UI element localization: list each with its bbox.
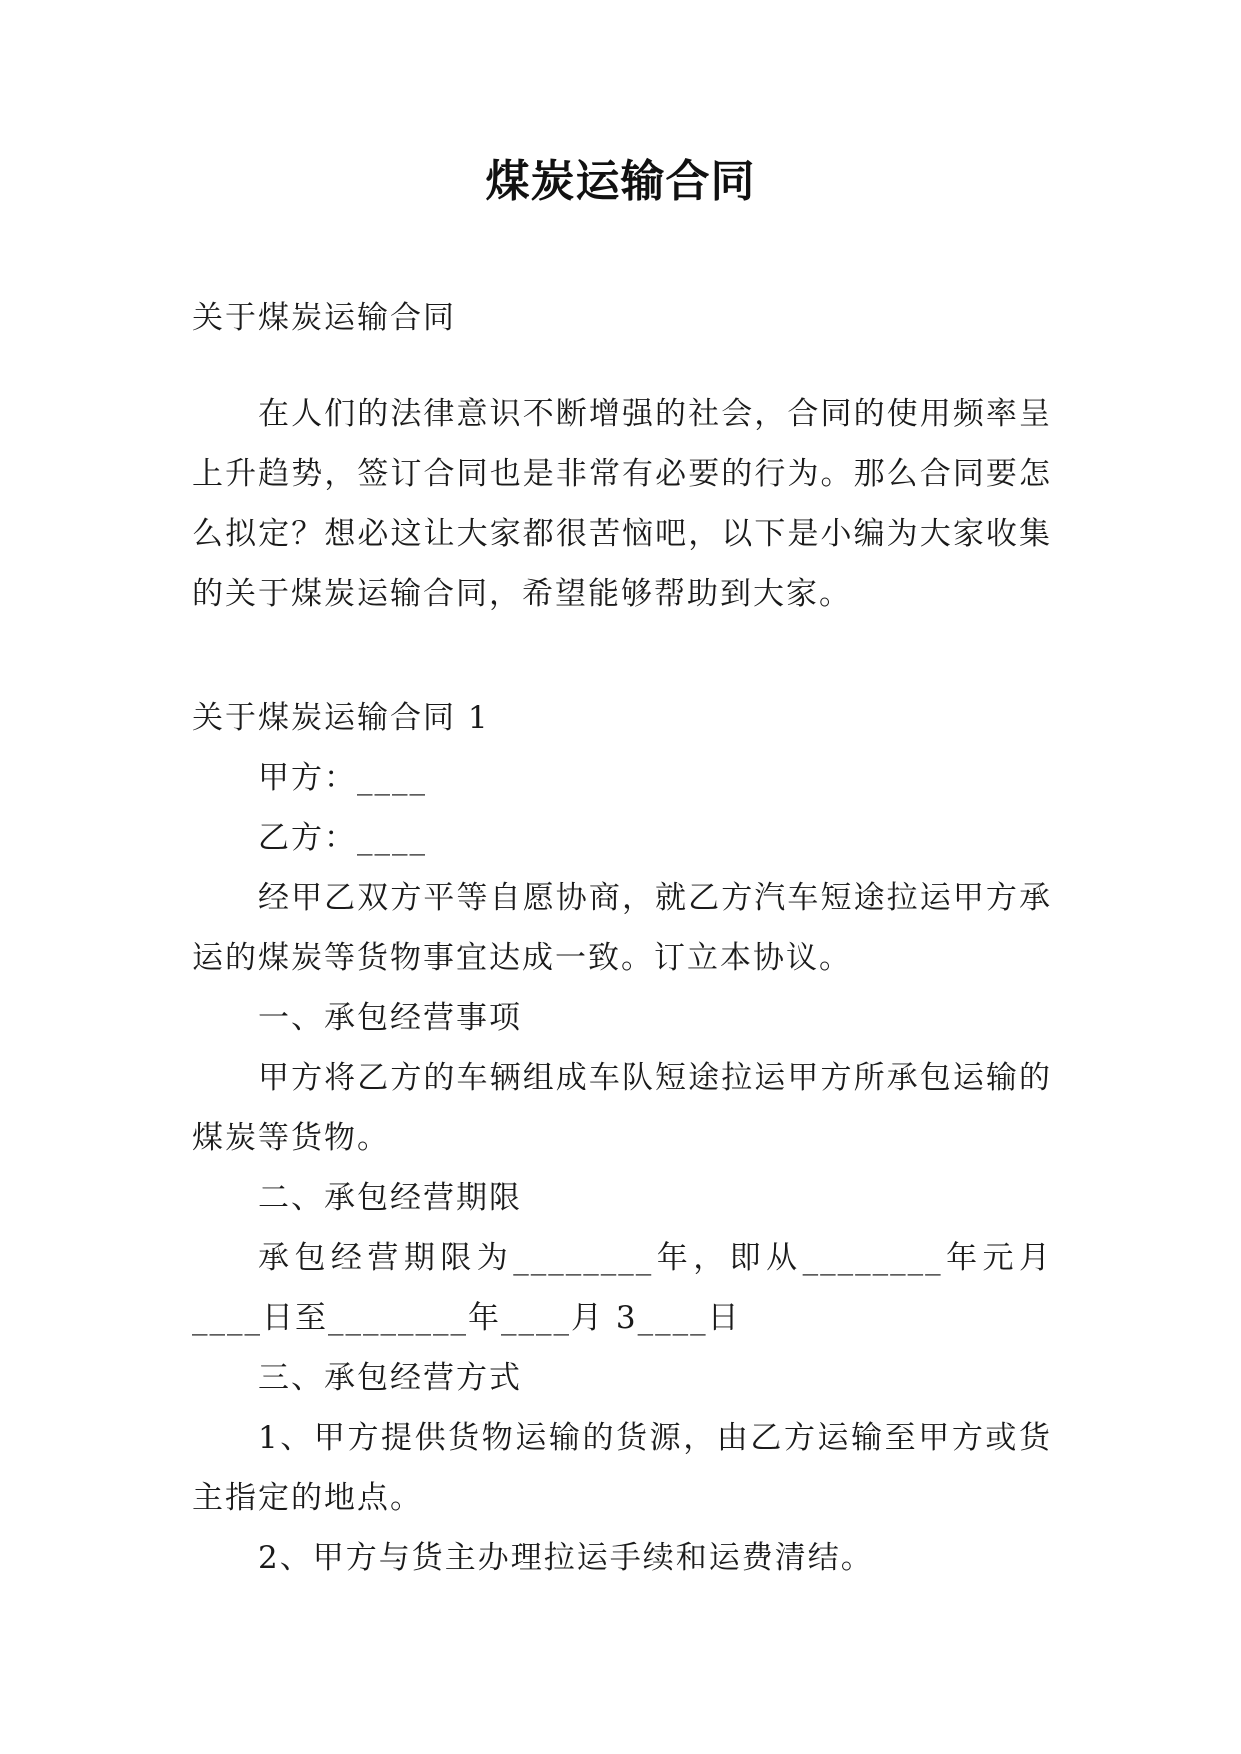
clause-3-item-1: 1、甲方提供货物运输的货源，由乙方运输至甲方或货主指定的地点。 [192,1420,1052,1516]
document-body [192,288,1052,1588]
clause-3-item-2: 2、甲方与货主办理拉运手续和运费清结。 [258,1540,874,1576]
intro-paragraph: 在人们的法律意识不断增强的社会，合同的使用频率呈上升趋势，签订合同也是非常有必要的行为。那么合同要怎么拟定？想必这让大家都很苦恼吧，以下是小编为大家收集的关于煤炭运输合同，希望能够帮助到大家。 [192,396,1052,612]
clause-2-text: 承包经营期限为________年，即从________年元月____日至________年____月 3____日 [192,1240,1052,1336]
spacer [192,348,1052,384]
spacer [192,624,1052,688]
clause-1-text: 甲方将乙方的车辆组成车队短途拉运甲方所承包运输的煤炭等货物。 [192,1060,1052,1156]
clause-2-heading: 二、承包经营期限 [258,1180,522,1216]
document-title: 煤炭运输合同 [485,156,756,207]
document-subtitle: 关于煤炭运输合同 [192,300,456,336]
clause-1-heading: 一、承包经营事项 [258,1000,522,1036]
party-b-line: 乙方：____ [258,820,427,856]
section-heading: 关于煤炭运输合同 1 [192,700,490,736]
preamble-paragraph: 经甲乙双方平等自愿协商，就乙方汽车短途拉运甲方承运的煤炭等货物事宜达成一致。订立本协议。 [192,880,1052,976]
clause-3-heading: 三、承包经营方式 [258,1360,522,1396]
party-a-line: 甲方：____ [258,760,427,796]
